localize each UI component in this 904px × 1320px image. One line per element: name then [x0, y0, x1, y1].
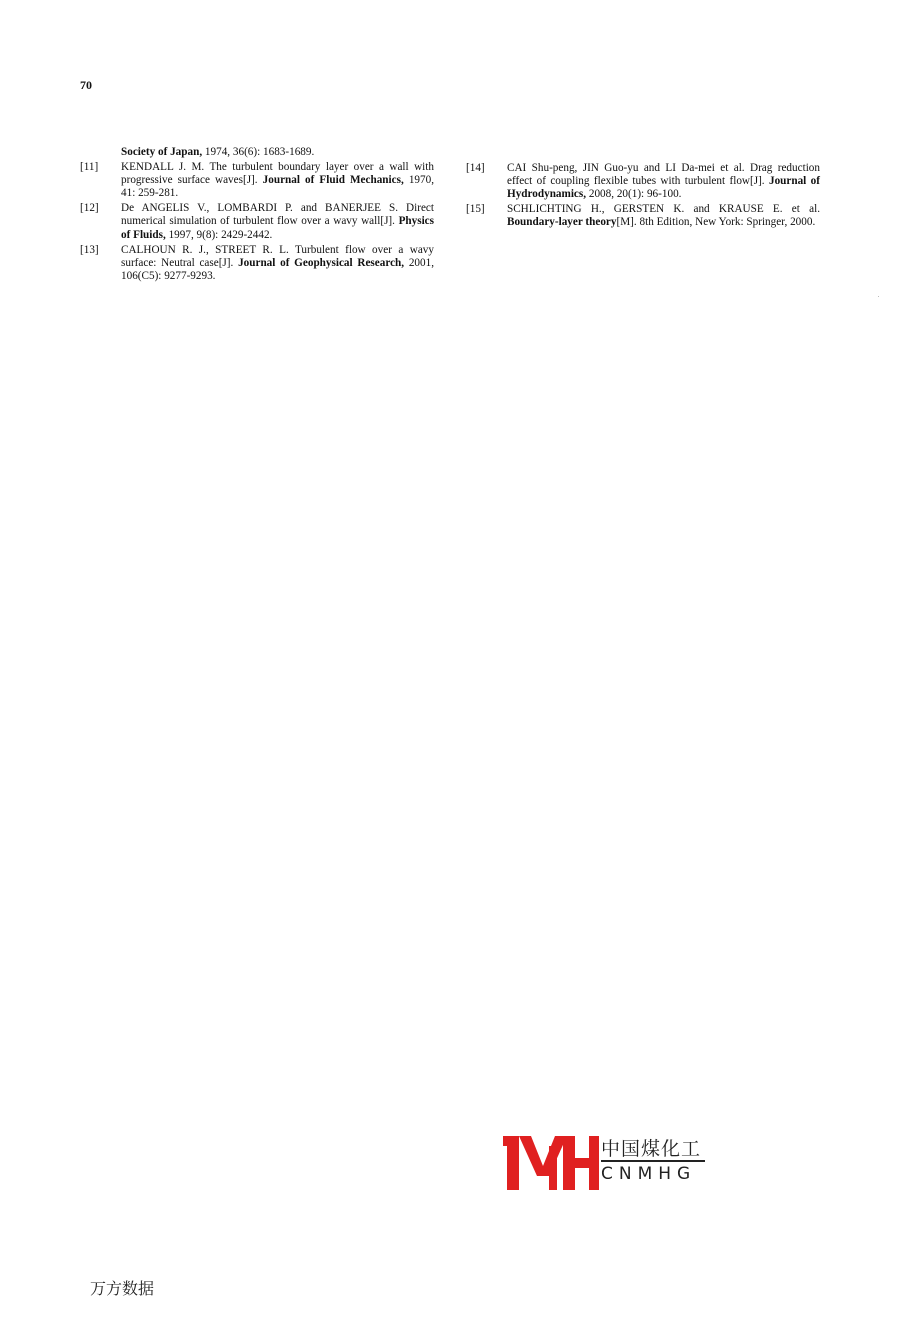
reference-journal: Boundary-layer theory [507, 216, 617, 229]
reference-details: 1974, 36(6): 1683-1689. [202, 146, 315, 158]
reference-number: [12] [80, 202, 99, 215]
logo-chinese-text: 中国煤化工 [601, 1138, 702, 1160]
reference-14 [466, 162, 820, 201]
page-number: 70 [80, 78, 92, 92]
reference-journal: Journal of Fluid Mechanics, [262, 174, 404, 187]
references-left-column [80, 146, 434, 285]
reference-details: 1997, 9(8): 2429-2442. [165, 228, 273, 241]
logo-english-text: CNMHG [601, 1164, 697, 1184]
reference-journal: Journal of Hydrodynamics, [507, 175, 820, 201]
reference-journal: Physics of Fluids, [121, 215, 434, 241]
logo-divider [601, 1160, 705, 1162]
reference-details: 2008, 20(1): 96-100. [586, 188, 682, 201]
logo-m-mark [503, 1136, 567, 1190]
logo-h-mark [563, 1136, 599, 1190]
reference-journal: Journal of Geophysical Research, [238, 256, 405, 269]
reference-text: KENDALL J. M. The turbulent boundary layer over a wall with progressive surface waves[J]. [121, 161, 434, 187]
reference-15 [466, 203, 820, 229]
scan-speck [878, 296, 879, 297]
reference-13 [80, 244, 434, 283]
reference-11 [80, 161, 434, 200]
reference-details: 1970, 41: 259-281. [121, 174, 434, 200]
references-right-column [466, 162, 820, 231]
reference-text: De ANGELIS V., LOMBARDI P. and BANERJEE S. Direct numerical simulation of turbulent flow over a wavy wall[J]. [121, 202, 434, 228]
reference-number: [15] [466, 203, 485, 216]
reference-number: [11] [80, 161, 99, 174]
reference-continuation [80, 146, 434, 159]
reference-number: [13] [80, 243, 99, 256]
reference-journal: Society of Japan, [121, 146, 203, 158]
reference-text: SCHLICHTING H., GERSTEN K. and KRAUSE E. et al. [507, 203, 820, 216]
reference-details: [M]. 8th Edition, New York: Springer, 2000. [616, 216, 816, 229]
reference-text: CALHOUN R. J., STREET R. L. Turbulent flow over a wavy surface: Neutral case[J]. [121, 243, 434, 269]
reference-details: 2001, 106(C5): 9277-9293. [121, 256, 434, 282]
reference-number: [14] [466, 162, 485, 174]
reference-text: CAI Shu-peng, JIN Guo-yu and LI Da-mei et al. Drag reduction effect of coupling flexible tubes with turbulent flow[J]. [507, 162, 820, 188]
footer-watermark-text: 万方数据 [90, 1279, 155, 1298]
reference-12 [80, 202, 434, 241]
